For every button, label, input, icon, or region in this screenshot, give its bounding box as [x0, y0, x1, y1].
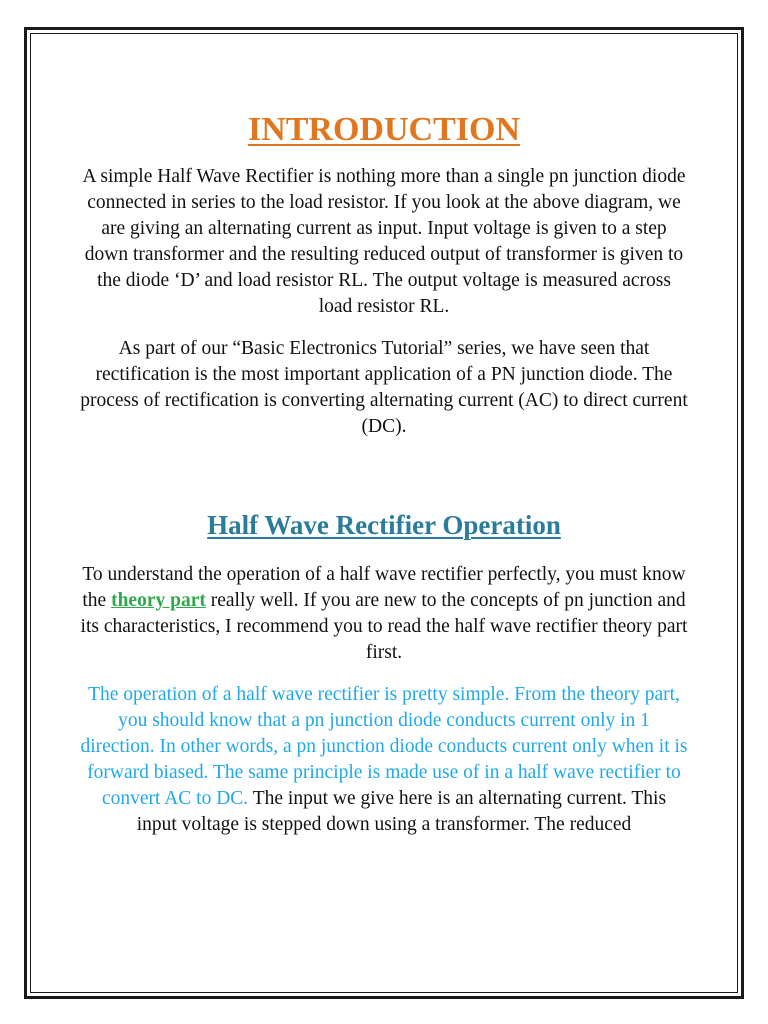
document-content — [80, 110, 688, 854]
introduction-heading: INTRODUCTION — [247, 111, 521, 148]
operation-p1-text-start: To understand the operation of a half wave rectifier perfectly, you must know the — [82, 564, 686, 611]
operation-p2-highlighted-text: The operation of a half wave rectifier is pretty simple. From the theory part, you should know that a pn junction diode conducts current only in 1 direction. In other words, a pn junction diode conducts current only when it is forward biased. The same principle is made use of in a half wave rectifier to convert AC to DC. — [80, 684, 688, 809]
theory-part-link[interactable]: theory part — [111, 590, 206, 611]
operation-heading: Half Wave Rectifier Operation — [207, 510, 561, 540]
section-spacer — [80, 456, 688, 508]
operation-p2-plain-text: The input we give here is an alternating current. This input voltage is stepped down using a transformer. The reduced — [136, 788, 667, 835]
operation-p1-text-end: really well. If you are new to the concepts of pn junction and its characteristics, I recommend you to read the half wave rectifier theory part first. — [80, 590, 688, 663]
operation-paragraph-1 — [80, 562, 688, 666]
operation-paragraph-2 — [80, 682, 688, 838]
intro-paragraph-1: A simple Half Wave Rectifier is nothing more than a single pn junction diode connected in series to the load resistor. If you look at the above diagram, we are giving an alternating current as input. Input voltage is given to a step down transformer and the resulting reduced output of transformer is given to the diode ‘D’ and load resistor RL. The output voltage is measured across load resistor RL. — [82, 166, 686, 317]
intro-paragraph-2: As part of our “Basic Electronics Tutorial” series, we have seen that rectification is the most important application of a PN junction diode. The process of rectification is converting alternating current (AC) to direct current (DC). — [80, 338, 688, 437]
